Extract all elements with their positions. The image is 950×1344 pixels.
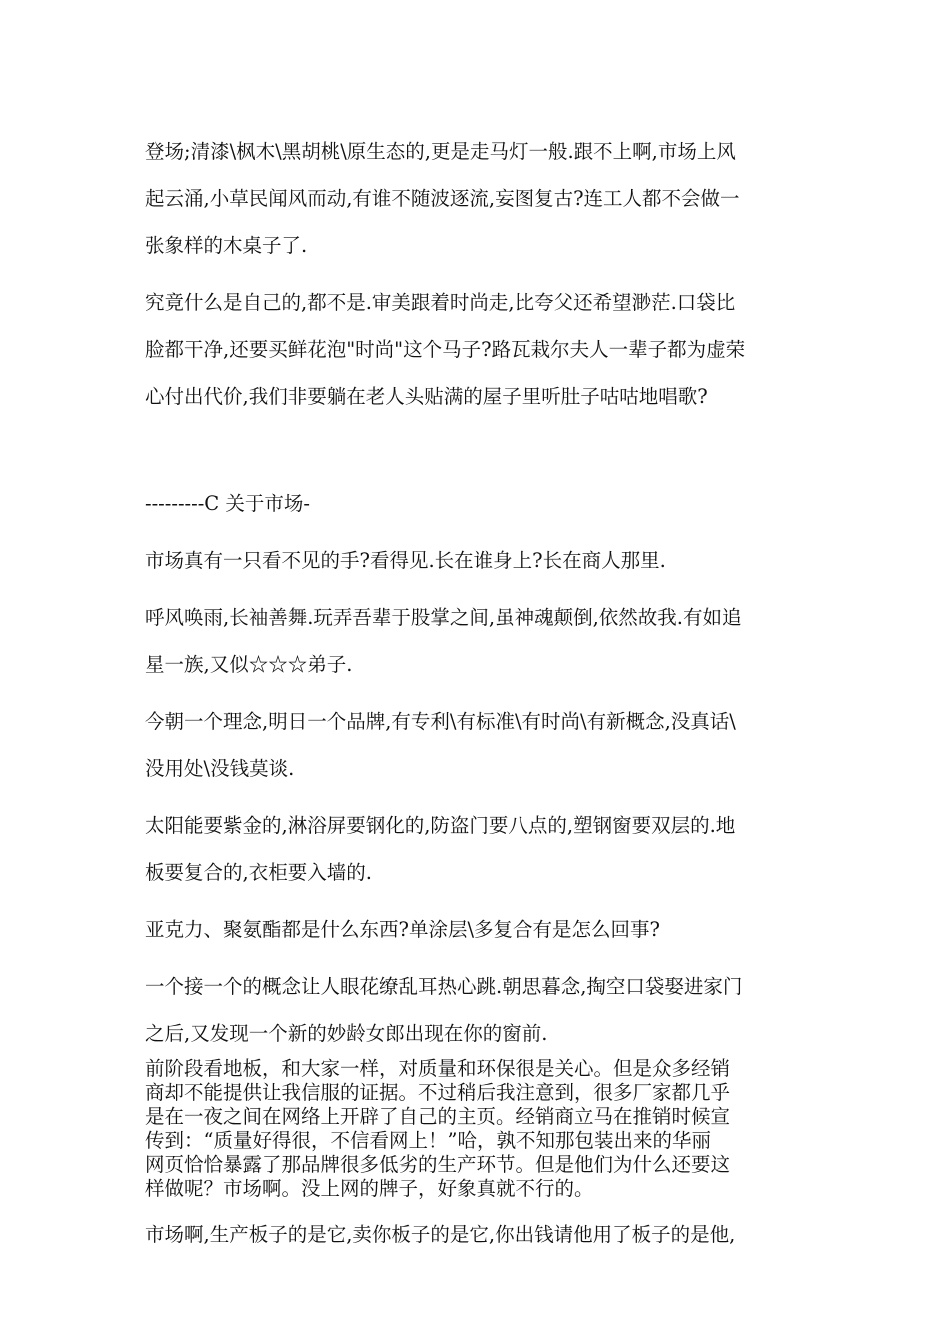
text-line: 亚克力、聚氨酯都是什么东西?单涂层\多复合有是怎么回事? [145, 918, 660, 941]
text-line: 登场;清漆\枫木\黑胡桃\原生态的,更是走马灯一般.跟不上啊,市场上风 [145, 140, 736, 163]
text-line: 市场真有一只看不见的手?看得见.长在谁身上?长在商人那里. [145, 549, 666, 572]
text-line: 市场啊,生产板子的是它,卖你板子的是它,你出钱请他用了板子的是他, [145, 1223, 736, 1246]
text-line: 呼风唤雨,长袖善舞.玩弄吾辈于股掌之间,虽神魂颠倒,依然故我.有如追 [145, 606, 742, 629]
paragraph-market-boards [145, 1211, 815, 1258]
text-line: 张象样的木桌子了. [145, 234, 308, 257]
text-line: 太阳能要紫金的,淋浴屏要钢化的,防盗门要八点的,塑钢窗要双层的.地 [145, 814, 736, 837]
text-line: 一个接一个的概念让人眼花缭乱耳热心跳.朝思暮念,掏空口袋娶进家门 [145, 975, 743, 998]
text-line: 之后,又发现一个新的妙龄女郎出现在你的窗前. [145, 1022, 548, 1045]
text-line: 样做呢？市场啊。没上网的牌子，好象真就不行的。 [145, 1177, 594, 1200]
text-line: 是在一夜之间在网络上开辟了自己的主页。经销商立马在推销时候宣 [145, 1105, 731, 1128]
paragraph-invisible-hand [145, 537, 815, 584]
text-line: 今朝一个理念,明日一个品牌,有专利\有标准\有时尚\有新概念,没真话\ [145, 710, 736, 733]
text-line: 起云涌,小草民闻风而动,有谁不随波逐流,妄图复古?连工人都不会做一 [145, 187, 740, 210]
paragraph-what-is-ours [145, 279, 815, 420]
text-line: 网页恰恰暴露了那品牌很多低劣的生产环节。但是他们为什么还要这 [145, 1153, 731, 1176]
paragraph-requirements [145, 802, 815, 896]
text-line: 脸都干净,还要买鲜花泡"时尚"这个马子?路瓦栽尔夫人一辈子都为虚荣 [145, 338, 746, 361]
paragraph-dazzled [145, 963, 815, 1057]
paragraph-decor-trends [145, 128, 815, 269]
section-heading: ---------C 关于市场- [145, 492, 311, 515]
paragraph-concepts [145, 698, 815, 792]
paragraph-merchants [145, 594, 815, 688]
paragraph-flooring-web [145, 1057, 815, 1201]
text-line: 商却不能提供让我信服的证据。不过稍后我注意到，很多厂家都几乎 [145, 1081, 731, 1104]
text-line: 传到：“质量好得很，不信看网上！”哈，孰不知那包装出来的华丽 [145, 1129, 711, 1152]
text-line: 究竟什么是自己的,都不是.审美跟着时尚走,比夸父还希望渺茫.口袋比 [145, 291, 736, 314]
text-line: 心付出代价,我们非要躺在老人头贴满的屋子里听肚子咕咕地唱歌? [145, 385, 708, 408]
text-line: 板要复合的,衣柜要入墙的. [145, 861, 372, 884]
text-line: 没用处\没钱莫谈. [145, 757, 295, 780]
text-line: 星一族,又似☆☆☆弟子. [145, 653, 353, 676]
text-line: 前阶段看地板，和大家一样，对质量和环保很是关心。但是众多经销 [145, 1057, 731, 1080]
document-page [145, 128, 815, 1258]
paragraph-materials [145, 906, 815, 953]
